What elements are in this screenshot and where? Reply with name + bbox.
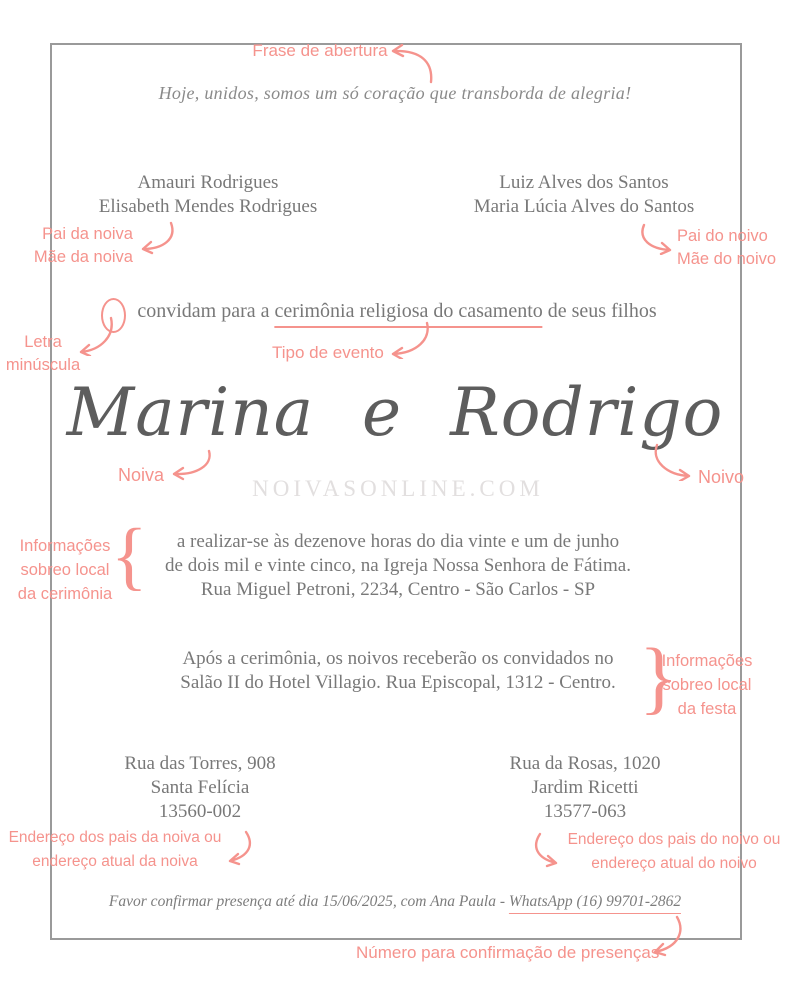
party-info-label-line3: da festa [677, 700, 737, 718]
groom-parents-names [474, 171, 695, 219]
groom-parents-arrow-icon [640, 223, 676, 255]
opening-phrase-label: Frase de abertura [252, 41, 388, 60]
lowercase-arrow-icon [73, 316, 115, 356]
invite-prefix: convidam para a [137, 300, 275, 322]
bride-mother-label: Mãe da noiva [33, 248, 133, 266]
groom-address-street: Rua da Rosas, 1020 [509, 753, 661, 774]
groom-address-label [558, 828, 787, 876]
invite-line [137, 300, 656, 323]
ceremony-brace: { [111, 514, 148, 598]
rsvp-label: Número para confirmação de presenças [356, 943, 660, 962]
groom-father-label: Pai do noivo [677, 227, 768, 245]
bride-parents-label [8, 223, 133, 269]
bride-address-zip: 13560-002 [158, 801, 242, 822]
opening-phrase: Hoje, unidos, somos um só coração que transborda de alegria! [158, 83, 632, 103]
groom-parents-label [677, 225, 776, 271]
bride-mother-name: Elisabeth Mendes Rodrigues [98, 196, 318, 217]
groom-address-label-line1: Endereço dos pais do noivo ou [567, 831, 781, 848]
ceremony-details-line1: a realizar-se às dezenove horas do dia vinte e um de junho [176, 531, 620, 552]
bride-parents-names [99, 171, 317, 219]
event-type-arrow-icon [387, 321, 431, 359]
party-info-label [652, 649, 762, 721]
ceremony-info-label-line3: da cerimônia [17, 585, 113, 603]
bride-father-label: Pai da noiva [42, 225, 133, 243]
ceremony-info-label-line1: Informações [19, 537, 111, 555]
lowercase-label-line2: minúscula [5, 356, 81, 374]
party-info-label-line2: sobreo local [662, 676, 752, 694]
bride-address [124, 752, 275, 824]
couple-names: Marina e Rodrigo [66, 374, 724, 451]
groom-label: Noivo [698, 467, 745, 487]
party-details-line2: Salão II do Hotel Villagio. Rua Episcopal, 1312 - Centro. [180, 672, 616, 693]
invite-event-type: cerimônia religiosa do casamento [275, 300, 543, 328]
bride-address-label-line2: endereço atual da noiva [32, 853, 198, 870]
rsvp-prefix: Favor confirmar presença até dia 15/06/2025, com Ana Paula - [108, 893, 509, 910]
ceremony-info-label-line2: sobreo local [20, 561, 110, 579]
bride-address-street: Rua das Torres, 908 [124, 753, 276, 774]
bride-arrow-icon [169, 449, 213, 481]
opening-arrow-icon [387, 42, 433, 84]
groom-address [510, 752, 661, 824]
bride-address-label [0, 826, 230, 874]
rsvp-contact: WhatsApp (16) 99701-2862 [509, 893, 681, 914]
groom-father-name: Luiz Alves dos Santos [499, 172, 669, 193]
bride-label: Noiva [118, 465, 165, 485]
groom-address-arrow-icon [530, 832, 562, 870]
bride-address-label-line1: Endereço dos pais da noiva ou [8, 829, 222, 846]
watermark: NOIVASONLINE.COM [252, 476, 544, 501]
party-info-label-line1: Informações [661, 652, 753, 670]
lowercase-label-line1: Letra [24, 333, 62, 351]
bride-address-arrow-icon [224, 830, 254, 868]
ceremony-details-line3: Rua Miguel Petroni, 2234, Centro - São Carlos - SP [200, 579, 596, 600]
groom-address-zip: 13577-063 [543, 801, 627, 822]
groom-mother-name: Maria Lúcia Alves do Santos [473, 196, 695, 217]
groom-arrow-icon [651, 443, 695, 481]
ceremony-info-label [8, 534, 122, 606]
bride-father-name: Amauri Rodrigues [137, 172, 279, 193]
groom-address-label-line2: endereço atual do noivo [591, 855, 757, 872]
ceremony-details-line2: de dois mil e vinte cinco, na Igreja Nossa Senhora de Fátima. [165, 555, 631, 576]
party-details-line1: Após a cerimônia, os noivos receberão os convidados no [182, 648, 614, 669]
rsvp-arrow-icon [647, 915, 683, 957]
bride-parents-arrow-icon [137, 221, 177, 255]
groom-address-district: Jardim Ricetti [531, 777, 639, 798]
ceremony-details [165, 530, 631, 602]
bride-address-district: Santa Felícia [150, 777, 250, 798]
party-brace: } [639, 631, 679, 722]
event-type-label: Tipo de evento [272, 343, 384, 362]
invite-suffix: de seus filhos [542, 300, 657, 322]
rsvp-line [109, 893, 681, 911]
groom-mother-label: Mãe do noivo [677, 250, 777, 268]
party-details [180, 647, 615, 695]
